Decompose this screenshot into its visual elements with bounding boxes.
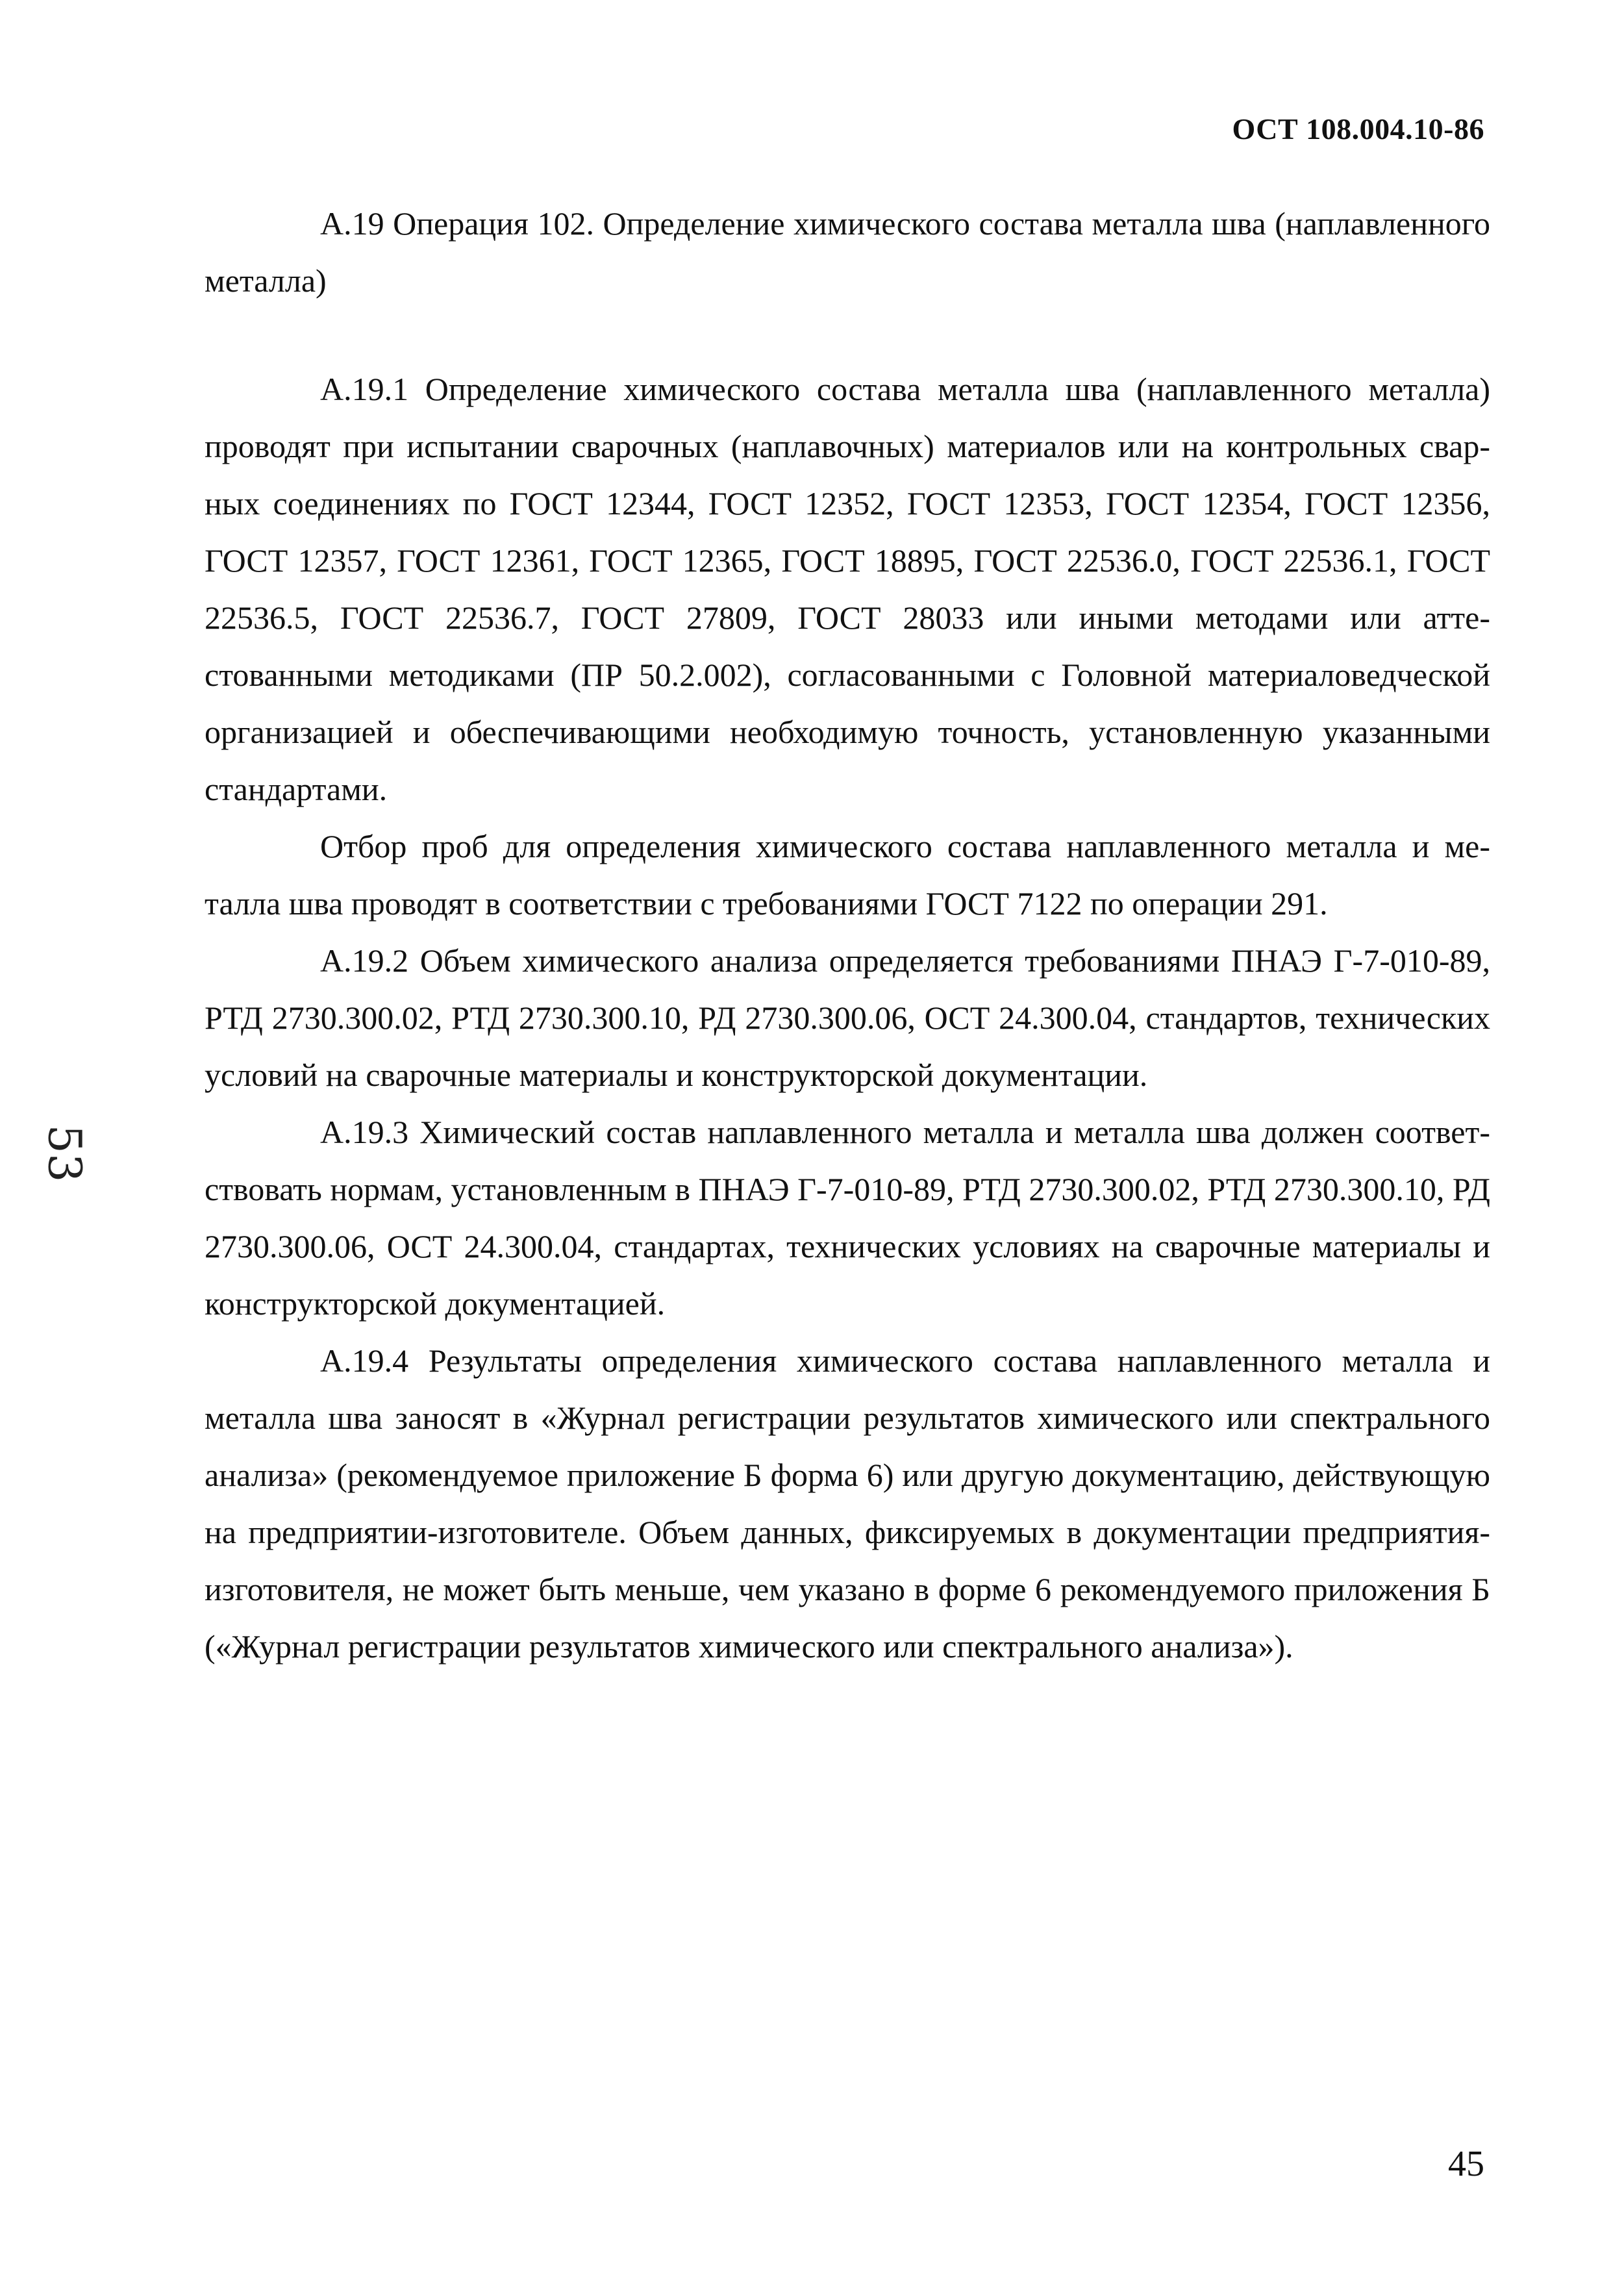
section-title: А.19 Операция 102. Определение химического состава металла шва (наплавленного металла) (205, 205, 1490, 299)
section-body (205, 360, 1490, 1675)
paragraph-a19-4: А.19.4 Результаты определения химического состава наплавленного металла и металла шва заносят в «Журнал регистрации результатов химического или спектрального анализа» (рекомендуемое приложение Б форма 6) или другую документацию, действующую на предприятии-изготовителе. Объем данных, фиксируемых в документации предприятия-изготовителя, не может быть меньше, чем указано в форме 6 рекомендуемого приложения Б («Журнал регистрации результатов химического или спектрального анализа»). (205, 1342, 1490, 1665)
document-code-header: ОСТ 108.004.10-86 (1232, 112, 1484, 145)
paragraph-a19-2: А.19.2 Объем химического анализа определяется требованиями ПНАЭ Г-7-010-89, РТД 2730.300.02, РТД 2730.300.10, РД 2730.300.06, ОСТ 24.300.04, стандартов, технических условий на сварочные материалы и конструкторской документации. (205, 942, 1490, 1093)
handwritten-margin-mark: 53 (38, 1124, 92, 1183)
paragraph-a19-3: А.19.3 Химический состав наплавленного металла и металла шва должен соответствовать нормам, установленным в ПНАЭ Г-7-010-89, РТД 2730.300.02, РТД 2730.300.10, РД 2730.300.06, ОСТ 24.300.04, стандартах, технических условиях на сварочные материалы и конструкторской документацией. (205, 1114, 1490, 1322)
paragraph-sampling: Отбор проб для определения химического состава наплавленного металла и металла шва проводят в соответствии с требованиями ГОСТ 7122 по операции 291. (205, 828, 1490, 922)
paragraph-a19-1: А.19.1 Определение химического состава металла шва (наплавленного металла) проводят при испытании сварочных (наплавочных) материалов или на контрольных сварных соединениях по ГОСТ 12344, ГОСТ 12352, ГОСТ 12353, ГОСТ 12354, ГОСТ 12356, ГОСТ 12357, ГОСТ 12361, ГОСТ 12365, ГОСТ 18895, ГОСТ 22536.0, ГОСТ 22536.1, ГОСТ 22536.5, ГОСТ 22536.7, ГОСТ 27809, ГОСТ 28033 или иными методами или аттестованными методиками (ПР 50.2.002), согласованными с Головной материаловедческой организацией и обеспечивающими необходимую точность, установленную указанными стандартами. (205, 371, 1490, 807)
section-heading-block (205, 195, 1490, 309)
page-number: 45 (1448, 2144, 1484, 2184)
